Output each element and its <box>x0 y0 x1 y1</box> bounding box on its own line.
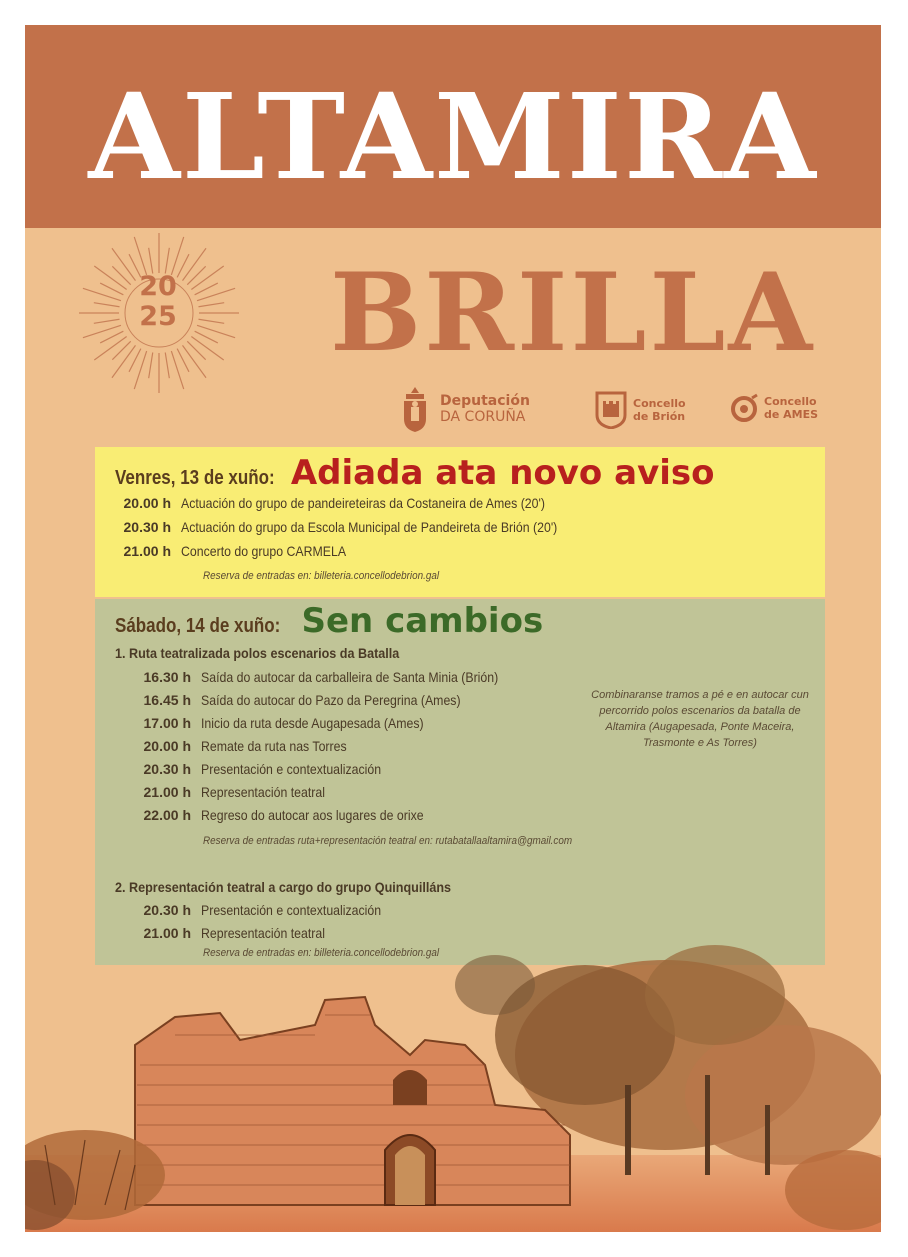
ruins-illustration <box>25 905 881 1232</box>
year-badge <box>123 272 193 332</box>
logo-ames-line1: Concello <box>764 395 817 408</box>
logo-brion-line1: Concello <box>633 397 686 410</box>
list-item <box>115 807 454 823</box>
sun-ray <box>191 337 223 361</box>
event-desc: Presentación e contextualización <box>201 761 382 777</box>
sun-ray <box>94 266 126 290</box>
event-desc: Presentación e contextualización <box>201 902 382 918</box>
sponsor-logos <box>400 385 830 445</box>
title-banner <box>25 25 881 228</box>
event-desc: Concerto do grupo CARMELA <box>181 543 347 559</box>
event-time: 20.00 h <box>143 738 191 754</box>
list-item <box>95 495 595 511</box>
event-time: 16.45 h <box>143 692 191 708</box>
list-item <box>115 761 406 777</box>
event-time: 21.00 h <box>143 784 191 800</box>
event-desc: Remate da ruta nas Torres <box>201 738 347 754</box>
section-title: 1. Ruta teatralizada polos escenarios da Batalla <box>115 645 400 661</box>
logo-ames-line2: de AMES <box>764 408 819 421</box>
sun-ray <box>183 345 207 377</box>
saturday-day: Sábado, 14 de xuño: <box>115 615 281 637</box>
sun-ray <box>112 341 130 359</box>
event-time: 20.30 h <box>143 761 191 777</box>
list-item <box>115 784 342 800</box>
sun-ray <box>149 353 153 379</box>
sun-ray <box>149 248 153 274</box>
subtitle: BRILLA <box>330 250 816 376</box>
event-time: 21.00 h <box>143 925 191 941</box>
main-title: ALTAMIRA <box>88 67 818 206</box>
event-desc: Saída do autocar da carballeira de Santa Minia (Brión) <box>201 669 499 685</box>
event-desc: Actuación do grupo de pandeireteiras da Costaneira de Ames (20') <box>181 495 545 511</box>
list-item <box>115 738 367 754</box>
sun-ray <box>94 303 120 307</box>
event-time: 16.30 h <box>143 669 191 685</box>
event-time: 17.00 h <box>143 715 191 731</box>
list-item <box>95 519 609 535</box>
friday-status: Adiada ata novo aviso <box>290 453 715 493</box>
sun-ray <box>187 341 205 359</box>
friday-day: Venres, 13 de xuño: <box>115 467 275 489</box>
ames-a-icon <box>730 393 758 423</box>
sun-ray <box>112 345 136 377</box>
event-time: 20.30 h <box>143 902 191 918</box>
logo-brion <box>595 391 686 429</box>
logo-deputacion-line1: Deputación <box>440 393 530 409</box>
logo-ames <box>730 393 818 423</box>
poster <box>25 25 881 1232</box>
sun-ray <box>94 337 126 361</box>
list-item <box>95 543 369 559</box>
year-bottom: 25 <box>139 301 177 332</box>
route-note: Combinaranse tramos a pé e en autocar cun percorrido polos escenarios da batalla de Altamira (Augapesada, Ponte Maceira, Trasmonte e As Torres) <box>591 689 809 749</box>
event-desc: Representación teatral <box>201 784 325 800</box>
saturday-status: Sen cambios <box>301 601 544 641</box>
sun-ray <box>199 319 225 323</box>
logo-deputacion <box>400 385 530 433</box>
event-time: 22.00 h <box>143 807 191 823</box>
sun-ray <box>199 303 225 307</box>
shield-crest-icon <box>400 385 430 433</box>
event-desc: Inicio da ruta desde Augapesada (Ames) <box>201 715 424 731</box>
logo-brion-line2: de Brión <box>633 410 686 423</box>
event-desc: Representación teatral <box>201 925 325 941</box>
sun-ray <box>191 266 223 290</box>
event-desc: Actuación do grupo da Escola Municipal de Pandeireta de Brión (20') <box>181 519 558 535</box>
list-item <box>115 669 539 685</box>
event-desc: Saída do autocar do Pazo da Peregrina (Ames) <box>201 692 461 708</box>
teatro-reservation: Reserva de entradas en: billeteria.concellodebrion.gal <box>203 947 440 959</box>
section-title: 2. Representación teatral a cargo do grupo Quinquilláns <box>115 879 452 895</box>
event-time: 20.30 h <box>123 519 171 535</box>
sun-ray <box>165 353 169 379</box>
sun-ray <box>165 248 169 274</box>
ruta-reservation: Reserva de entradas ruta+representación teatral en: rutabatallaaltamira@gmail.com <box>203 835 573 847</box>
friday-schedule <box>95 447 825 597</box>
castle-emblem-icon <box>595 391 627 429</box>
list-item <box>115 692 496 708</box>
logo-deputacion-line2: DA CORUÑA <box>440 409 526 425</box>
event-desc: Regreso do autocar aos lugares de orixe <box>201 807 424 823</box>
year-top: 20 <box>139 271 177 302</box>
sun-ray <box>94 319 120 323</box>
event-time: 20.00 h <box>123 495 171 511</box>
friday-reservation: Reserva de entradas en: billeteria.concellodebrion.gal <box>203 570 440 582</box>
list-item <box>115 715 454 731</box>
event-time: 21.00 h <box>123 543 171 559</box>
